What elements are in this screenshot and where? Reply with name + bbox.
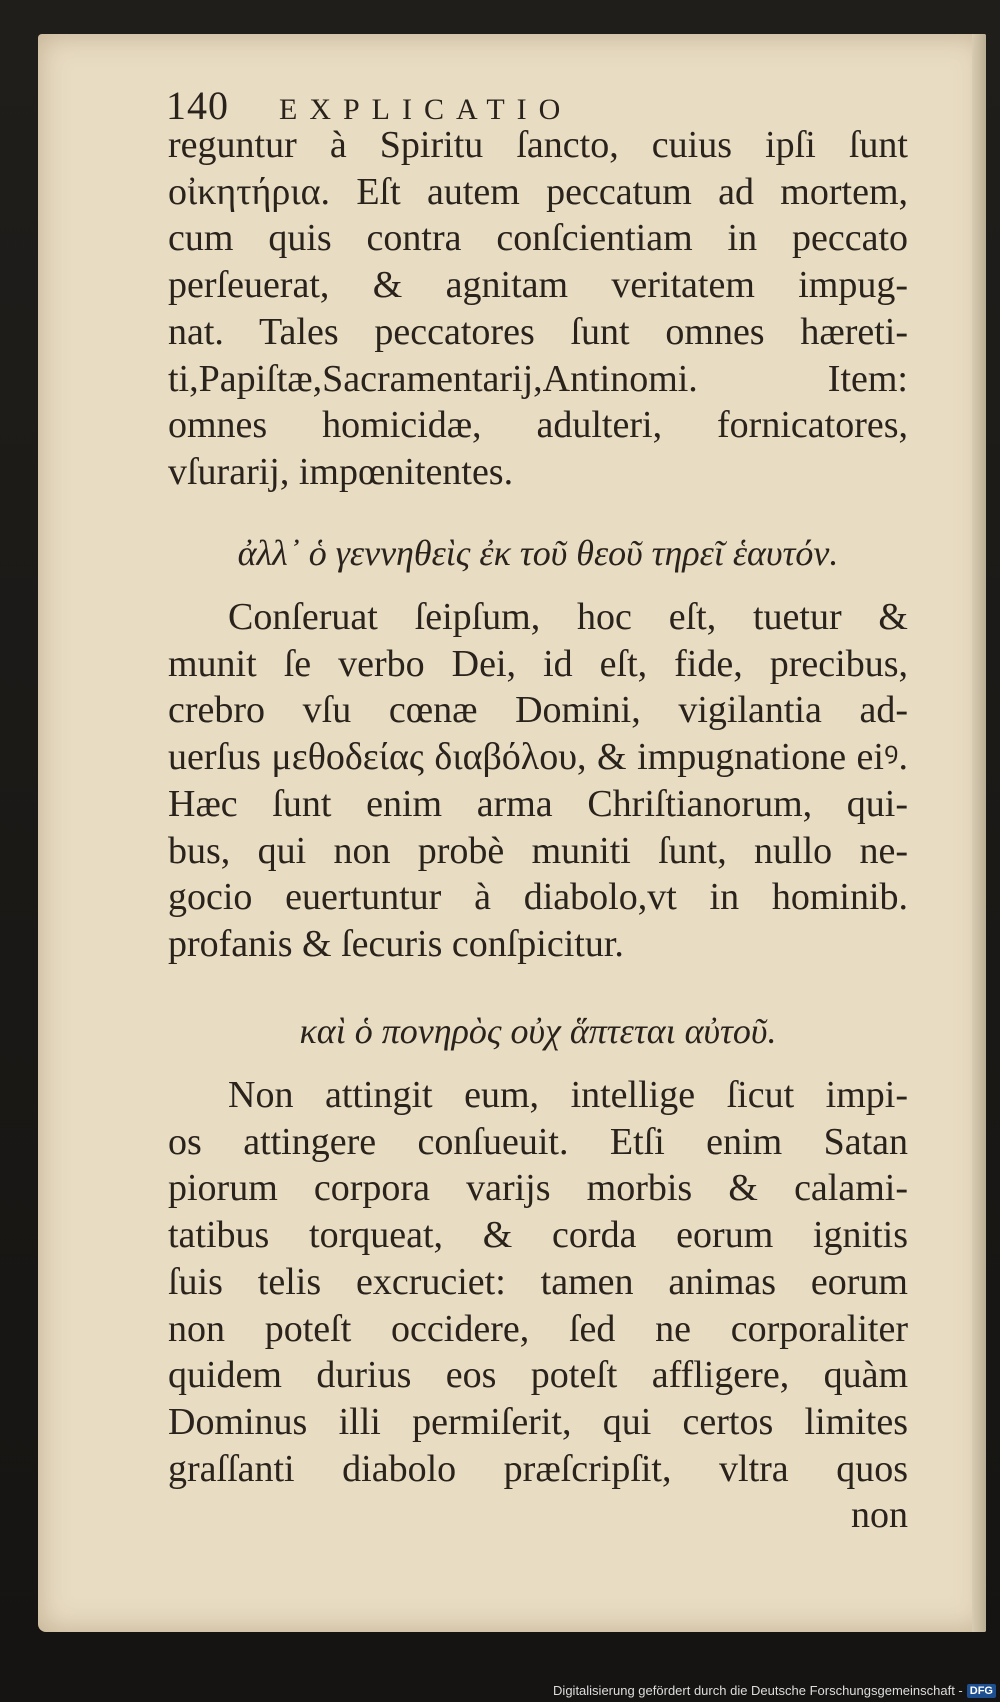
credit-text: Digitalisierung gefördert durch die Deutsche Forschungsgemeinschaft - <box>553 1683 963 1698</box>
text-line: graſſanti diabolo præſcripſit, vltra quos <box>168 1447 908 1490</box>
page-number: 140 <box>166 83 229 128</box>
text-line: ſuis telis excruciet: tamen animas eorum <box>168 1260 908 1303</box>
text-line: piorum corpora varijs morbis & calami- <box>168 1167 908 1210</box>
text-line: bus, qui non probè muniti ſunt, nullo ne- <box>168 829 908 872</box>
text-line: gocio euertuntur à diabolo,vt in hominib. <box>168 876 908 919</box>
text-line: quidem durius eos poteſt affligere, quàm <box>168 1354 908 1397</box>
greek-verse-1: ἀλλ᾽ ὁ γεννηθεὶς ἐκ τοῦ θεοῦ τηρεῖ ἑαυτόν. <box>237 533 839 573</box>
text-line: Non attingit eum, intellige ſicut impi- <box>228 1074 908 1116</box>
text-line: reguntur à Spiritu ſancto, cuius ipſi ſunt <box>168 124 908 166</box>
text-line: os attingere conſueuit. Etſi enim Satan <box>168 1120 908 1163</box>
text-line: uerſus μεθοδείας διαβόλου, & impugnatione eiꝰ. <box>168 736 908 779</box>
text-line: perſeuerat, & agnitam veritatem impug- <box>168 264 908 307</box>
text-line: cum quis contra conſcientiam in peccato <box>168 217 908 260</box>
text-line: Hæc ſunt enim arma Chriſtianorum, qui- <box>168 782 908 825</box>
text-line: οἰκητήρια. Eſt autem peccatum ad mortem, <box>168 170 908 213</box>
paragraph-2 <box>168 594 908 968</box>
text-line: ti,Papiſtæ,Sacramentarij,Antinomi. Item: <box>168 357 908 400</box>
page-edge <box>972 34 986 1632</box>
running-title: EXPLICATIO <box>279 93 573 126</box>
text-line: non poteſt occidere, ſed ne corporaliter <box>168 1307 908 1350</box>
text-line: munit ſe verbo Dei, id eſt, fide, precibus, <box>168 642 908 685</box>
catchword: non <box>851 1494 908 1537</box>
text-line: tatibus torqueat, & corda eorum ignitis <box>168 1214 908 1257</box>
paragraph-1 <box>168 122 908 496</box>
dfg-logo: DFG <box>967 1684 996 1698</box>
text-line: profanis & ſecuris conſpicitur. <box>168 922 624 965</box>
greek-verse-2: καὶ ὁ πονηρὸς οὐχ ἅπτεται αὐτοῦ. <box>299 1011 777 1051</box>
text-line: Conſeruat ſeipſum, hoc eſt, tuetur & <box>228 596 908 638</box>
text-line: nat. Tales peccatores ſunt omnes hæreti- <box>168 310 908 353</box>
text-line: Dominus illi permiſerit, qui certos limites <box>168 1400 908 1443</box>
paragraph-3 <box>168 1072 908 1539</box>
text-line: vſurarij, impœnitentes. <box>168 450 514 493</box>
digitization-credit <box>553 1683 996 1698</box>
text-line: crebro vſu cœnæ Domini, vigilantia ad- <box>168 689 908 732</box>
text-line: omnes homicidæ, adulteri, fornicatores, <box>168 404 908 447</box>
